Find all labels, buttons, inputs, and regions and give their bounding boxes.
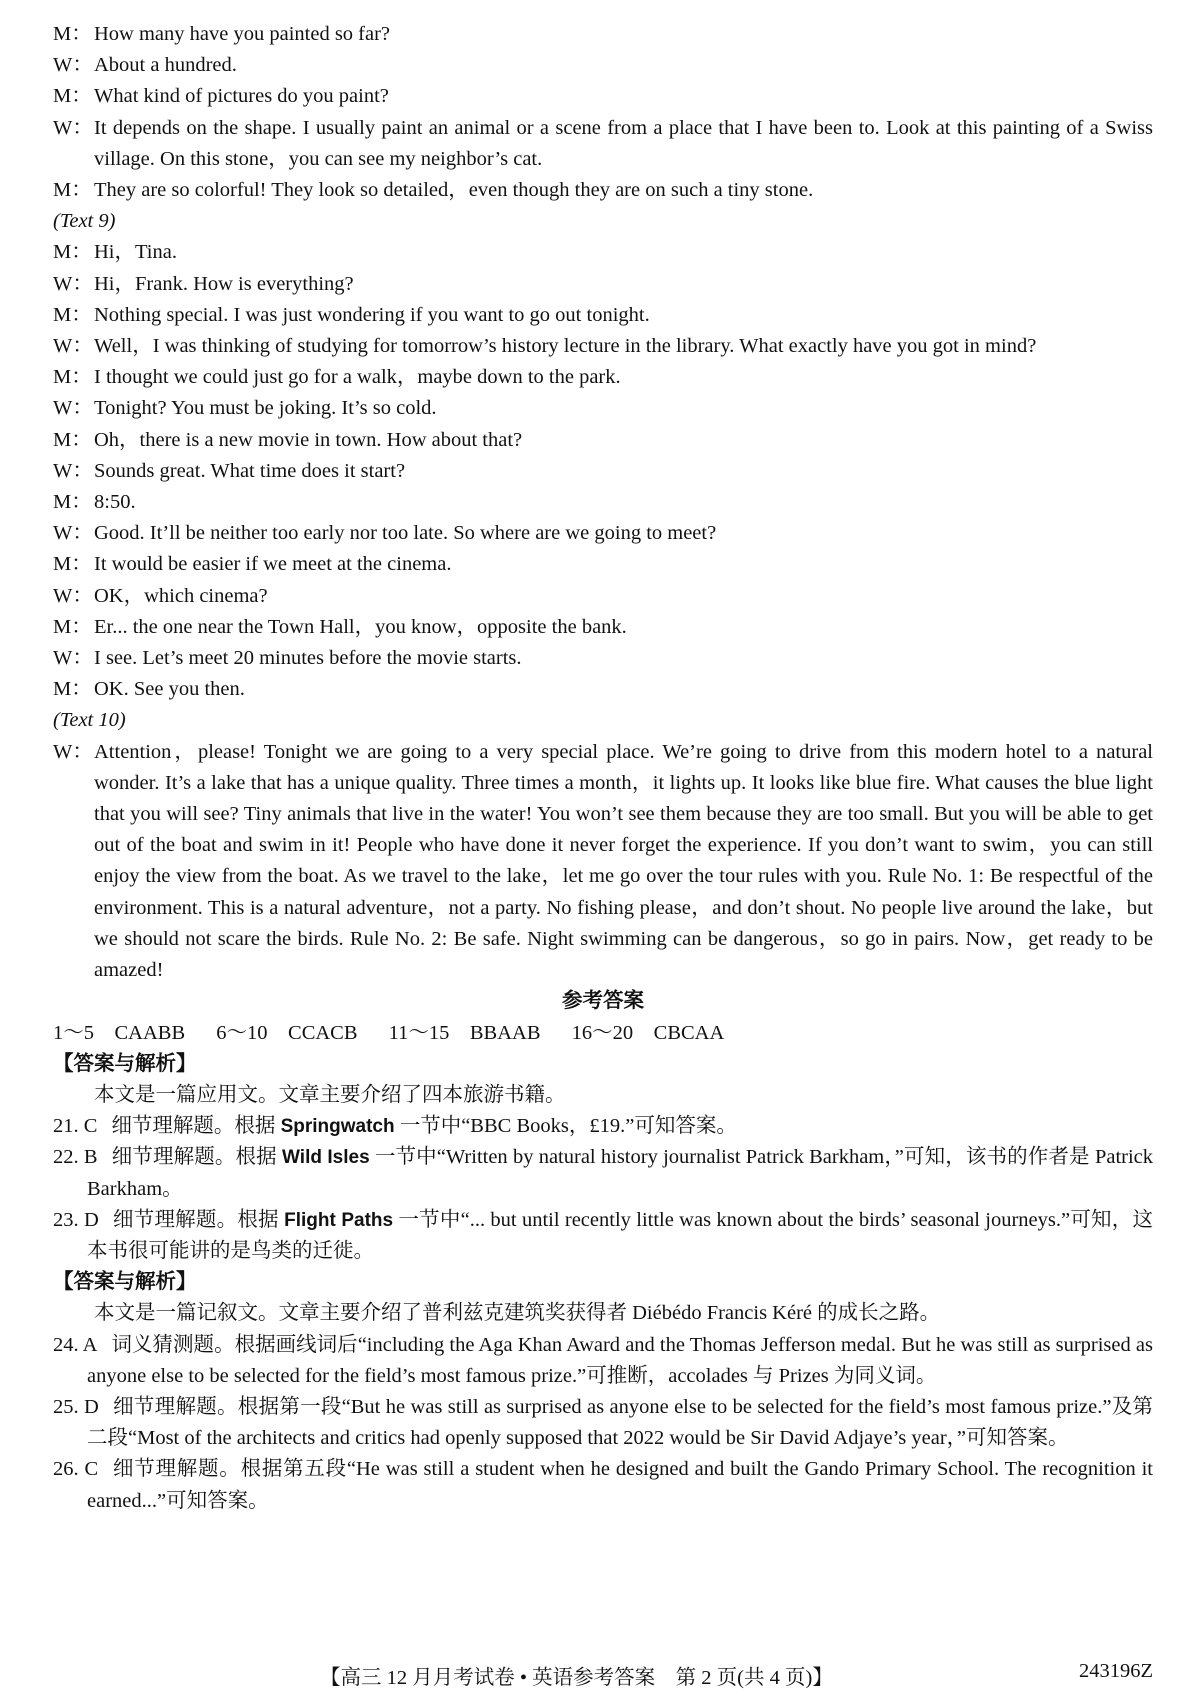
question-number: 23. D [53, 1208, 99, 1231]
speaker: M： [53, 23, 92, 45]
dialogue-line [53, 113, 1153, 175]
speaker: M： [53, 428, 92, 451]
speaker: W： [53, 522, 93, 545]
dialogue-line [53, 674, 1153, 705]
explanation-text: 一节中“... but until recently little was known about the birds’ seasonal journeys.”可知，这本书很可能讲的是鸟类的迁徙。 [87, 1208, 1153, 1262]
dialogue-line [53, 612, 1153, 643]
speech: Tonight? You must be joking. It’s so cold. [94, 397, 437, 420]
speech: Hi，Frank. How is everything? [94, 272, 354, 295]
speech: Oh，there is a new movie in town. How about that? [94, 428, 523, 451]
speaker: W： [53, 116, 93, 139]
speaker: W： [53, 647, 93, 670]
dialogue-text8 [53, 19, 1153, 206]
explanation-item [53, 1142, 1153, 1204]
explanation-text: 细节理解题。根据 [111, 1146, 283, 1169]
section-heading: 【答案与解析】 [53, 1271, 197, 1294]
speaker: M： [53, 241, 92, 264]
speech: Nothing special. I was just wondering if you want to go out tonight. [94, 303, 650, 326]
speech: Hi，Tina. [94, 241, 177, 264]
speech: 8:50. [94, 491, 136, 514]
section-intro: 本文是一篇记叙文。文章主要介绍了普利兹克建筑奖获得者 Diébédo Francis Kéré 的成长之路。 [94, 1302, 941, 1325]
speaker: W： [53, 740, 93, 763]
dialogue-text9 [53, 237, 1153, 705]
dialogue-line [53, 549, 1153, 580]
speech: Sounds great. What time does it start? [94, 459, 406, 482]
explanation-item [53, 1205, 1153, 1267]
question-number: 24. A [53, 1333, 98, 1356]
explanation-item [53, 1330, 1153, 1392]
dialogue-line [53, 425, 1153, 456]
speech: It depends on the shape. I usually paint an animal or a scene from a place that I have been to. Look at this painting of a Swiss village. On this stone，you can see my neighbor’s cat. [94, 116, 1153, 170]
monologue-text10 [53, 737, 1153, 987]
question-number: 25. D [53, 1395, 99, 1418]
dialogue-line [53, 175, 1153, 206]
speaker: M： [53, 553, 92, 576]
answer-group: 16～20 CBCAA [571, 1021, 725, 1044]
dialogue-line [53, 300, 1153, 331]
speech: OK，which cinema? [94, 584, 268, 607]
book-title: Wild Isles [282, 1147, 370, 1169]
dialogue-line [53, 362, 1153, 393]
dialogue-line [53, 643, 1153, 674]
speech: What kind of pictures do you paint? [94, 85, 389, 108]
explanation-text: 细节理解题。根据第五段“He was still a student when he designed and built the Gando Primary School. The recognition it earned...”可知答案。 [87, 1458, 1153, 1512]
dialogue-line [53, 456, 1153, 487]
speech: How many have you painted so far? [94, 23, 391, 45]
speaker: W： [53, 397, 93, 420]
speech: About a hundred. [94, 54, 237, 77]
speech: Attention，please! Tonight we are going to a very special place. We’re going to drive from this modern hotel to a natural wonder. It’s a lake that has a unique quality. Three times a month，it lights up. It looks like blue fire. What causes the blue light that you will see? Tiny animals that live in the water! You won’t see them because they are too small. But you will be able to get out of the boat and swim in it! People who have done it never forget the experience. If you don’t want to swim，you can still enjoy the view from the boat. As we travel to the lake，let me go over the tour rules with you. Rule No. 1: Be respectful of the environment. This is a natural adventure，not a party. No fishing please，and don’t shout. No people live around the lake，but we should not scare the birds. Rule No. 2: Be safe. Night swimming can be dangerous，so go in pairs. Now，get ready to be amazed! [94, 740, 1153, 982]
speaker: W： [53, 335, 93, 358]
speech: OK. See you then. [94, 678, 245, 701]
explanation-item [53, 1454, 1153, 1516]
speaker: W： [53, 54, 93, 77]
speech: I see. Let’s meet 20 minutes before the movie starts. [94, 647, 522, 670]
explanations-b [53, 1330, 1153, 1517]
explanation-text: 一节中“BBC Books，£19.”可知答案。 [394, 1115, 737, 1138]
speaker: M： [53, 491, 92, 514]
speaker: M： [53, 615, 92, 638]
answer-group: 1～5 CAABB [53, 1021, 186, 1044]
dialogue-line [53, 518, 1153, 549]
text9-label: (Text 9) [53, 210, 116, 233]
book-title: Springwatch [280, 1116, 395, 1138]
speaker: M： [53, 85, 92, 108]
dialogue-line [53, 487, 1153, 518]
explanation-text: 细节理解题。根据第一段“But he was still as surprised as anyone else to be selected for the field’s most famous prize.”及第二段“Most of the architects and critics had openly supposed that 2022 would be Sir David Adjaye’s year，”可知答案。 [87, 1395, 1153, 1450]
question-number: 26. C [53, 1458, 99, 1481]
speech: It would be easier if we meet at the cinema. [94, 553, 452, 576]
explanation-item [53, 1392, 1153, 1454]
dialogue-line [53, 237, 1153, 268]
dialogue-line [53, 581, 1153, 612]
speaker: M： [53, 366, 92, 389]
speech: They are so colorful! They look so detailed，even though they are on such a tiny stone. [94, 179, 814, 202]
explanation-text: 一节中“Written by natural history journalist Patrick Barkham，”可知，该书的作者是 Patrick Barkham。 [87, 1146, 1154, 1200]
speech: Well，I was thinking of studying for tomorrow’s history lecture in the library. What exactly have you got in mind? [94, 335, 1037, 358]
explanation-text: 细节理解题。根据 [111, 1115, 281, 1138]
speaker: M： [53, 678, 92, 701]
speaker: W： [53, 584, 93, 607]
answer-key [53, 1018, 1153, 1049]
explanations-a [53, 1111, 1153, 1267]
text10-label: (Text 10) [53, 709, 126, 732]
answer-group: 6～10 CCACB [216, 1021, 358, 1044]
section-intro: 本文是一篇应用文。文章主要介绍了四本旅游书籍。 [94, 1083, 566, 1106]
footer-title: 【高三 12 月月考试卷 • 英语参考答案 第 2 页(共 4 页)】 [320, 1667, 833, 1689]
explanation-text: 词义猜测题。根据画线词后“including the Aga Khan Award and the Thomas Jefferson medal. But he was still as surprised as anyone else to be selected for the field’s most famous prize.”可推断，accolades 与 Prizes 为同义词。 [87, 1333, 1153, 1387]
speaker: W： [53, 459, 93, 482]
speaker: W： [53, 272, 93, 295]
footer-code: 243196Z [1078, 1660, 1153, 1682]
speech: Er... the one near the Town Hall，you know，opposite the bank. [94, 615, 627, 638]
explanation-text: 细节理解题。根据 [112, 1208, 285, 1231]
dialogue-line [53, 19, 1153, 50]
dialogue-line [53, 50, 1153, 81]
question-number: 22. B [53, 1146, 98, 1169]
question-number: 21. C [53, 1115, 98, 1138]
dialogue-line [53, 81, 1153, 112]
answer-group: 11～15 BBAAB [388, 1021, 541, 1044]
speech: I thought we could just go for a walk，maybe down to the park. [94, 366, 621, 389]
document-page [53, 19, 1153, 1517]
speaker: M： [53, 179, 92, 202]
book-title: Flight Paths [284, 1209, 394, 1231]
explanation-item [53, 1111, 1153, 1142]
speaker: M： [53, 303, 92, 326]
section-heading: 【答案与解析】 [53, 1052, 197, 1075]
answers-title: 参考答案 [562, 990, 644, 1013]
speech: Good. It’ll be neither too early nor too late. So where are we going to meet? [94, 522, 717, 545]
dialogue-line [53, 331, 1153, 362]
dialogue-line [53, 393, 1153, 424]
dialogue-line [53, 269, 1153, 300]
